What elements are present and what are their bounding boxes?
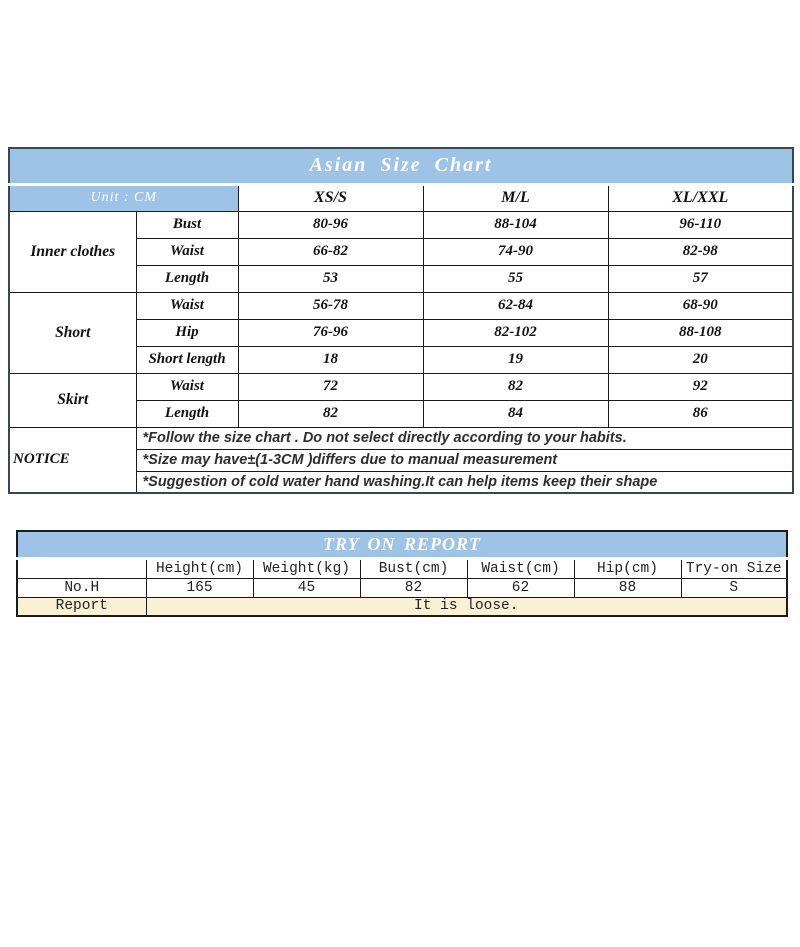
group-label-short: Short <box>9 292 136 373</box>
measure-label: Hip <box>136 319 238 346</box>
model-bust: 82 <box>360 578 467 597</box>
report-header-weight: Weight(kg) <box>253 558 360 578</box>
model-measurements-row <box>17 578 787 597</box>
measure-value: 80-96 <box>238 211 423 238</box>
report-comment: It is loose. <box>146 597 787 616</box>
model-waist: 62 <box>467 578 574 597</box>
measure-value: 19 <box>423 346 608 373</box>
measure-label: Waist <box>136 292 238 319</box>
model-height: 165 <box>146 578 253 597</box>
report-header-hip: Hip(cm) <box>574 558 681 578</box>
measure-value: 74-90 <box>423 238 608 265</box>
measure-value: 82 <box>238 400 423 427</box>
measure-value: 55 <box>423 265 608 292</box>
size-chart-title-row <box>9 148 793 184</box>
report-header-waist: Waist(cm) <box>467 558 574 578</box>
notice-line-2: *Size may have±(1-3CM )differs due to manual measurement <box>136 449 793 471</box>
group-label-skirt: Skirt <box>9 373 136 427</box>
measure-value: 84 <box>423 400 608 427</box>
model-row-label: No.H <box>17 578 146 597</box>
table-row <box>9 211 793 238</box>
measure-value: 88-104 <box>423 211 608 238</box>
measure-value: 56-78 <box>238 292 423 319</box>
model-tryon-size: S <box>681 578 787 597</box>
unit-label: Unit : CM <box>9 184 238 211</box>
report-header-empty <box>17 558 146 578</box>
measure-value: 86 <box>608 400 793 427</box>
measure-value: 82-102 <box>423 319 608 346</box>
size-column-xs-s: XS/S <box>238 184 423 211</box>
notice-row <box>9 427 793 449</box>
measure-label: Length <box>136 265 238 292</box>
measure-value: 62-84 <box>423 292 608 319</box>
measure-value: 57 <box>608 265 793 292</box>
measure-value: 68-90 <box>608 292 793 319</box>
measure-value: 82 <box>423 373 608 400</box>
measure-value: 72 <box>238 373 423 400</box>
size-chart-title: Asian Size Chart <box>9 148 793 184</box>
report-comment-row <box>17 597 787 616</box>
model-weight: 45 <box>253 578 360 597</box>
model-hip: 88 <box>574 578 681 597</box>
report-row-label: Report <box>17 597 146 616</box>
size-columns-row <box>9 184 793 211</box>
report-header-tryon-size: Try-on Size <box>681 558 787 578</box>
size-column-m-l: M/L <box>423 184 608 211</box>
measure-value: 88-108 <box>608 319 793 346</box>
report-header-height: Height(cm) <box>146 558 253 578</box>
report-title: TRY ON REPORT <box>17 531 787 558</box>
measure-label: Waist <box>136 373 238 400</box>
measure-value: 18 <box>238 346 423 373</box>
measure-label: Length <box>136 400 238 427</box>
measure-value: 92 <box>608 373 793 400</box>
measure-value: 66-82 <box>238 238 423 265</box>
notice-line-1: *Follow the size chart . Do not select directly according to your habits. <box>136 427 793 449</box>
report-header-bust: Bust(cm) <box>360 558 467 578</box>
report-title-row <box>17 531 787 558</box>
report-header-row <box>17 558 787 578</box>
measure-label: Bust <box>136 211 238 238</box>
asian-size-chart-table <box>8 147 794 494</box>
measure-value: 76-96 <box>238 319 423 346</box>
measure-label: Short length <box>136 346 238 373</box>
try-on-report-table <box>16 530 788 617</box>
measure-value: 20 <box>608 346 793 373</box>
table-row <box>9 373 793 400</box>
table-row <box>9 292 793 319</box>
notice-line-3: *Suggestion of cold water hand washing.It can help items keep their shape <box>136 471 793 493</box>
measure-value: 53 <box>238 265 423 292</box>
measure-label: Waist <box>136 238 238 265</box>
size-column-xl-xxl: XL/XXL <box>608 184 793 211</box>
group-label-inner-clothes: Inner clothes <box>9 211 136 292</box>
notice-label: NOTICE <box>9 427 136 493</box>
measure-value: 96-110 <box>608 211 793 238</box>
measure-value: 82-98 <box>608 238 793 265</box>
